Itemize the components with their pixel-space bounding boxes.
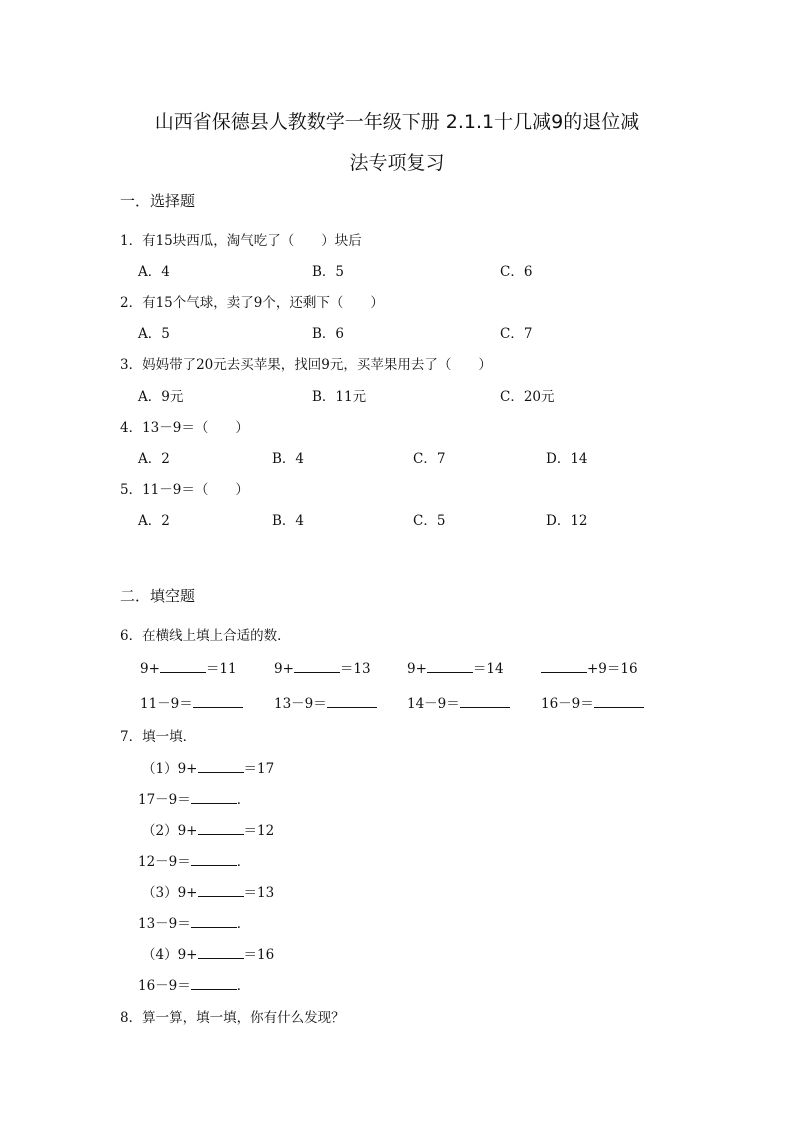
expr-prefix: 13－9＝	[138, 916, 191, 932]
answer-blank[interactable]	[191, 977, 237, 990]
answer-blank[interactable]	[198, 946, 244, 959]
section-heading-fill-in: 二．填空题	[120, 587, 196, 605]
answer-blank[interactable]	[427, 660, 473, 673]
expr-prefix: 14－9＝	[407, 696, 460, 712]
question-6-stem: 6．在横线上填上合适的数．	[120, 628, 291, 644]
expr-suffix: ＝14	[472, 661, 504, 677]
question-7-item4-a	[142, 943, 274, 963]
question-2-option-a: A．5	[138, 326, 170, 342]
question-7-item3-b	[138, 912, 250, 932]
expr-prefix: 9+	[140, 661, 160, 677]
question-5-option-d: D．12	[546, 513, 588, 529]
question-6-row2-item1	[140, 692, 243, 712]
answer-blank[interactable]	[198, 822, 244, 835]
expr-prefix: 11－9＝	[140, 696, 193, 712]
answer-blank[interactable]	[594, 695, 644, 708]
question-1-option-b: B．5	[312, 264, 345, 280]
question-7-item4-b	[138, 974, 250, 994]
question-7-stem: 7．填一填．	[120, 729, 197, 745]
answer-blank[interactable]	[160, 660, 206, 673]
expr-prefix: 16－9＝	[138, 978, 191, 994]
question-6-row1-item2	[274, 657, 371, 677]
question-6-row2-item4	[541, 692, 644, 712]
question-8-stem: 8．算一算，填一填，你有什么发现？	[120, 1010, 345, 1026]
expr-suffix: ．	[236, 792, 251, 808]
question-3-option-c: C．20元	[500, 389, 555, 405]
question-1-option-a: A．4	[138, 264, 170, 280]
question-6-row1-item1	[140, 657, 237, 677]
question-7-item2-a	[142, 819, 274, 839]
question-3-option-a: A．9元	[138, 389, 184, 405]
answer-blank[interactable]	[294, 660, 340, 673]
expr-suffix: ＝13	[339, 661, 371, 677]
question-6-row2-item3	[407, 692, 510, 712]
expr-prefix: （4）9+	[142, 947, 198, 963]
question-3-stem: 3．妈妈带了20元去买苹果，找回9元，买苹果用去了（ ）	[120, 357, 492, 373]
answer-blank[interactable]	[198, 760, 244, 773]
expr-prefix: 16－9＝	[541, 696, 594, 712]
document-title-line-2: 法专项复习	[349, 152, 445, 174]
answer-blank[interactable]	[191, 853, 237, 866]
expr-prefix: 17－9＝	[138, 792, 191, 808]
question-4-option-d: D．14	[546, 451, 588, 467]
section-heading-choice: 一．选择题	[120, 192, 196, 210]
question-4-stem: 4．13－9＝（ ）	[120, 420, 249, 436]
question-7-item1-b	[138, 788, 250, 808]
expr-suffix: +9＝16	[587, 661, 638, 677]
expr-suffix: ＝11	[205, 661, 237, 677]
answer-blank[interactable]	[193, 695, 243, 708]
expr-suffix: ＝12	[243, 823, 275, 839]
question-5-option-b: B．4	[272, 513, 305, 529]
answer-blank[interactable]	[541, 660, 587, 673]
expr-prefix: 13－9＝	[274, 696, 327, 712]
question-6-row2-item2	[274, 692, 377, 712]
question-1-option-c: C．6	[500, 264, 533, 280]
question-3-option-b: B．11元	[312, 389, 367, 405]
question-6-row1-item3	[407, 657, 504, 677]
expr-prefix: （3）9+	[142, 885, 198, 901]
question-4-option-a: A．2	[138, 451, 170, 467]
expr-suffix: ．	[236, 854, 251, 870]
question-2-option-c: C．7	[500, 326, 533, 342]
question-2-option-b: B．6	[312, 326, 345, 342]
expr-suffix: ＝17	[243, 761, 275, 777]
expr-suffix: ＝13	[243, 885, 275, 901]
question-4-option-c: C．7	[413, 451, 446, 467]
answer-blank[interactable]	[460, 695, 510, 708]
expr-suffix: ．	[236, 916, 251, 932]
question-2-stem: 2．有15个气球，卖了9个，还剩下（ ）	[120, 295, 384, 311]
expr-prefix: 9+	[407, 661, 427, 677]
answer-blank[interactable]	[191, 915, 237, 928]
question-1-stem: 1．有15块西瓜，淘气吃了（ ）块后	[120, 233, 362, 249]
question-6-row1-item4	[541, 657, 638, 677]
question-7-item1-a	[142, 757, 274, 777]
expr-prefix: 9+	[274, 661, 294, 677]
question-7-item2-b	[138, 850, 250, 870]
question-5-stem: 5．11－9＝（ ）	[120, 482, 249, 498]
expr-prefix: （1）9+	[142, 761, 198, 777]
document-title-line-1: 山西省保德县人教数学一年级下册 2.1.1十几减9的退位减	[154, 111, 640, 133]
answer-blank[interactable]	[327, 695, 377, 708]
expr-suffix: ＝16	[243, 947, 275, 963]
expr-prefix: （2）9+	[142, 823, 198, 839]
question-5-option-a: A．2	[138, 513, 170, 529]
question-5-option-c: C．5	[413, 513, 446, 529]
answer-blank[interactable]	[191, 791, 237, 804]
answer-blank[interactable]	[198, 884, 244, 897]
expr-prefix: 12－9＝	[138, 854, 191, 870]
question-7-item3-a	[142, 881, 274, 901]
question-4-option-b: B．4	[272, 451, 305, 467]
expr-suffix: ．	[236, 978, 251, 994]
